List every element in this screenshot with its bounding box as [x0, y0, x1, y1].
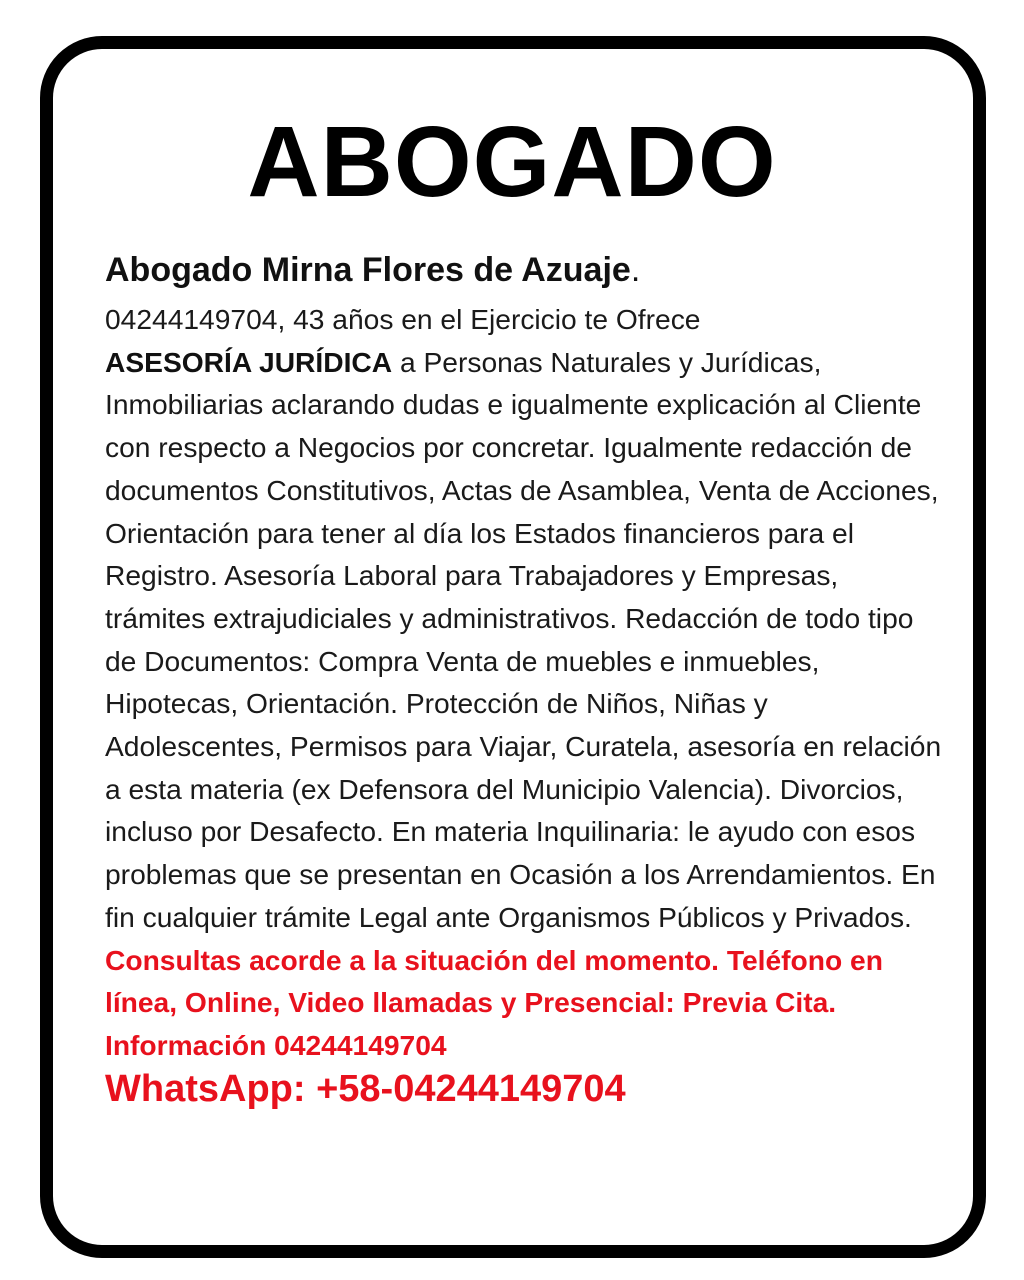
consult-notice: Consultas acorde a la situación del momento. Teléfono en línea, Online, Video llamadas y Presencial: Previa Cita. Información 04244149704: [105, 943, 883, 1061]
service-description: a Personas Naturales y Jurídicas, Inmobiliarias aclarando dudas e igualmente explicación al Cliente con respecto a Negocios por concretar. Igualmente redacción de documentos Constitutivos, Actas de Asamblea, Venta de Acciones, Orientación para tener al día los Estados financieros para el Registro. Asesoría Laboral para Trabajadores y Empresas, trámites extrajudiciales y administrativos. Redacción de todo tipo de Documentos: Compra Venta de muebles e inmuebles, Hipotecas, Orientación. Protección de Niños, Niñas y Adolescentes, Permisos para Viajar, Curatela, asesoría en relación a esta materia (ex Defensora del Municipio Valencia). Divorcios, incluso por Desafecto. En materia Inquilinaria: le ayudo con esos problemas que se presentan en Ocasión a los Arrendamientos. En fin cualquier trámite Legal ante Organismos Públicos y Privados.: [105, 345, 942, 933]
lawyer-name-period: .: [630, 251, 641, 289]
description-paragraph: [105, 341, 945, 1067]
lawyer-name: Abogado Mirna Flores de Azuaje: [105, 251, 631, 289]
page-title: ABOGADO: [247, 106, 777, 218]
lawyer-name-line: [105, 250, 945, 290]
whatsapp-contact[interactable]: WhatsApp: +58-04244149704: [105, 1067, 626, 1110]
service-heading: ASESORÍA JURÍDICA: [105, 345, 393, 378]
ad-body: [105, 250, 945, 1113]
intro-line: 04244149704, 43 años en el Ejercicio te Ofrece: [105, 303, 701, 335]
